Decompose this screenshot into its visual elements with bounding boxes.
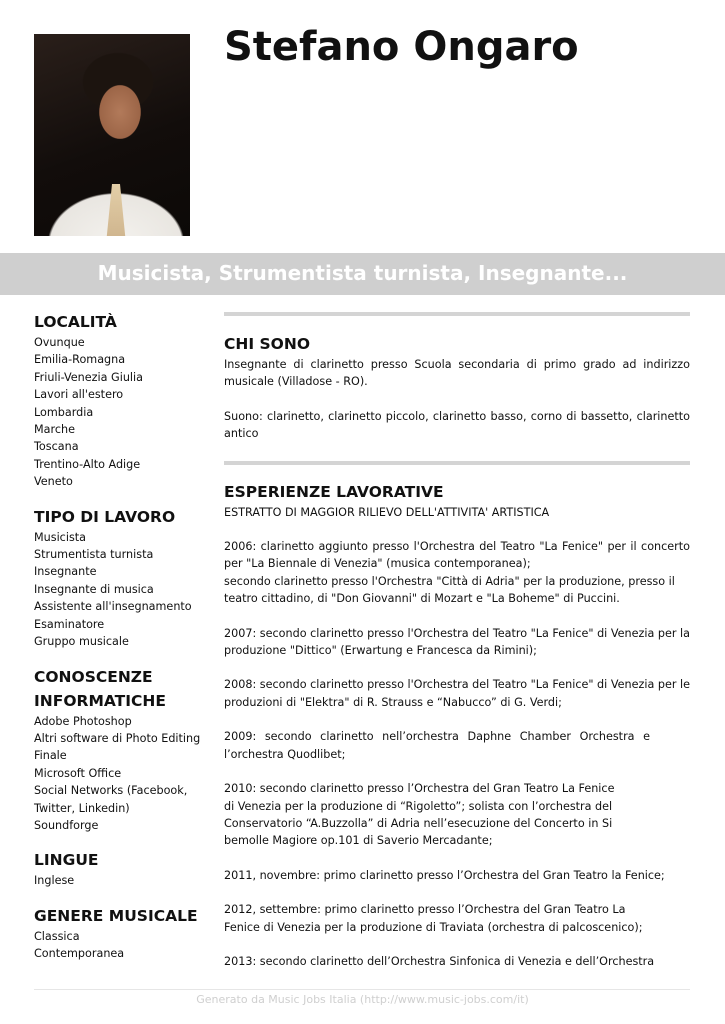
section-title-conoscenze: CONOSCENZE xyxy=(34,667,153,686)
list-item: Insegnante xyxy=(34,565,97,579)
sidebar xyxy=(34,310,214,977)
conoscenze-list xyxy=(34,713,214,835)
experience-2009: 2009: secondo clarinetto nell’orchestra Daphne Chamber Orchestra e l’orchestra Quodlibet; xyxy=(224,730,650,761)
list-item: Gruppo musicale xyxy=(34,635,129,649)
experience-2008: 2008: secondo clarinetto presso l'Orchestra del Teatro "La Fenice" di Venezia per le produzioni di "Elektra" di R. Strauss e “Nabucco” di G. Verdi; xyxy=(224,678,690,709)
section-title-chi-sono: CHI SONO xyxy=(224,335,310,353)
section-title-localita: LOCALITÀ xyxy=(34,313,117,331)
experience-2007: 2007: secondo clarinetto presso l'Orchestra del Teatro "La Fenice" di Venezia per la produzione "Dittico" (Erwartung e Francesca da Rimini); xyxy=(224,626,690,658)
footer-credit: Generato da Music Jobs Italia (http://www.music-jobs.com/it) xyxy=(196,993,529,1006)
section-conoscenze-informatiche xyxy=(34,665,214,835)
list-item: Social Networks (Facebook, xyxy=(34,784,188,798)
main-content xyxy=(224,312,690,970)
section-localita xyxy=(34,310,214,491)
list-item: Inglese xyxy=(34,874,75,888)
list-item: Microsoft Office xyxy=(34,766,122,780)
footer-divider xyxy=(34,989,690,990)
chi-sono-instruments: Suono: clarinetto, clarinetto piccolo, clarinetto basso, corno di bassetto, clarinetto antico xyxy=(224,409,690,441)
experience-2013: 2013: secondo clarinetto dell’Orchestra Sinfonica di Venezia e dell’Orchestra xyxy=(224,954,655,968)
person-name: Stefano Ongaro xyxy=(224,24,579,70)
photo-tie-shape xyxy=(106,184,126,236)
section-genere-musicale xyxy=(34,904,214,963)
experience-2006b: secondo clarinetto presso l'Orchestra "Città di Adria" per la produzione, presso il teatro cittadino, di "Don Giovanni" di Mozart e "La Boheme" di Puccini. xyxy=(224,574,675,606)
section-title-genere: GENERE MUSICALE xyxy=(34,906,198,925)
list-item: Musicista xyxy=(34,530,87,544)
section-title-tipo-lavoro: TIPO DI LAVORO xyxy=(34,507,176,526)
list-item: Strumentista turnista xyxy=(34,548,154,562)
experience-2011: 2011, novembre: primo clarinetto presso l’Orchestra del Gran Teatro la Fenice; xyxy=(224,868,665,882)
section-tipo-lavoro xyxy=(34,505,214,651)
experience-2012: 2012, settembre: primo clarinetto presso l’Orchestra del Gran Teatro La Fenice di Venezia per la produzione di Traviata (orchestra di palcoscenico); xyxy=(224,903,643,934)
list-item: Twitter, Linkedin) xyxy=(34,801,130,815)
lingue-list xyxy=(34,872,214,889)
list-item: Emilia-Romagna xyxy=(34,353,126,367)
list-item: Veneto xyxy=(34,475,73,489)
list-item: Lombardia xyxy=(34,405,94,419)
profile-photo xyxy=(34,34,190,236)
section-lingue xyxy=(34,848,214,889)
list-item: Toscana xyxy=(34,440,79,454)
section-title-esperienze: ESPERIENZE LAVORATIVE xyxy=(224,482,444,501)
genere-list xyxy=(34,928,214,963)
experience-2006: 2006: clarinetto aggiunto presso l'Orchestra del Teatro "La Fenice" per il concerto per "La Biennale di Venezia" (musica contemporanea); xyxy=(224,540,690,571)
list-item: Contemporanea xyxy=(34,947,125,961)
esperienze-subtitle: ESTRATTO DI MAGGIOR RILIEVO DELL'ATTIVITA' ARTISTICA xyxy=(224,505,550,519)
list-item: Lavori all'estero xyxy=(34,388,124,402)
section-title-informatiche: INFORMATICHE xyxy=(34,691,166,710)
list-item: Trentino-Alto Adige xyxy=(34,457,141,471)
chi-sono-paragraph: Insegnante di clarinetto presso Scuola secondaria di primo grado ad indirizzo musicale (Villadose - RO). xyxy=(224,358,690,389)
list-item: Altri software di Photo Editing xyxy=(34,731,201,745)
experience-2010: 2010: secondo clarinetto presso l’Orchestra del Gran Teatro La Fenice di Venezia per la produzione di “Rigoletto”; solista con l’orchestra del Conservatorio “A.Buzzolla” di Adria nell’esecuzione del Concerto in Si bemolle Magiore op.101 di Saverio Mercadante; xyxy=(224,782,615,848)
list-item: Soundforge xyxy=(34,818,99,832)
localita-list xyxy=(34,334,214,491)
list-item: Friuli-Venezia Giulia xyxy=(34,370,143,384)
list-item: Finale xyxy=(34,749,67,763)
list-item: Esaminatore xyxy=(34,617,105,631)
list-item: Insegnante di musica xyxy=(34,582,154,596)
list-item: Marche xyxy=(34,423,75,437)
list-item: Ovunque xyxy=(34,336,85,349)
tagline-banner xyxy=(0,253,725,295)
tagline-text: Musicista, Strumentista turnista, Insegnante... xyxy=(97,261,628,285)
tipo-lavoro-list xyxy=(34,529,214,651)
list-item: Assistente all'insegnamento xyxy=(34,600,192,614)
list-item: Classica xyxy=(34,929,80,943)
section-title-lingue: LINGUE xyxy=(34,851,99,870)
list-item: Adobe Photoshop xyxy=(34,714,132,728)
